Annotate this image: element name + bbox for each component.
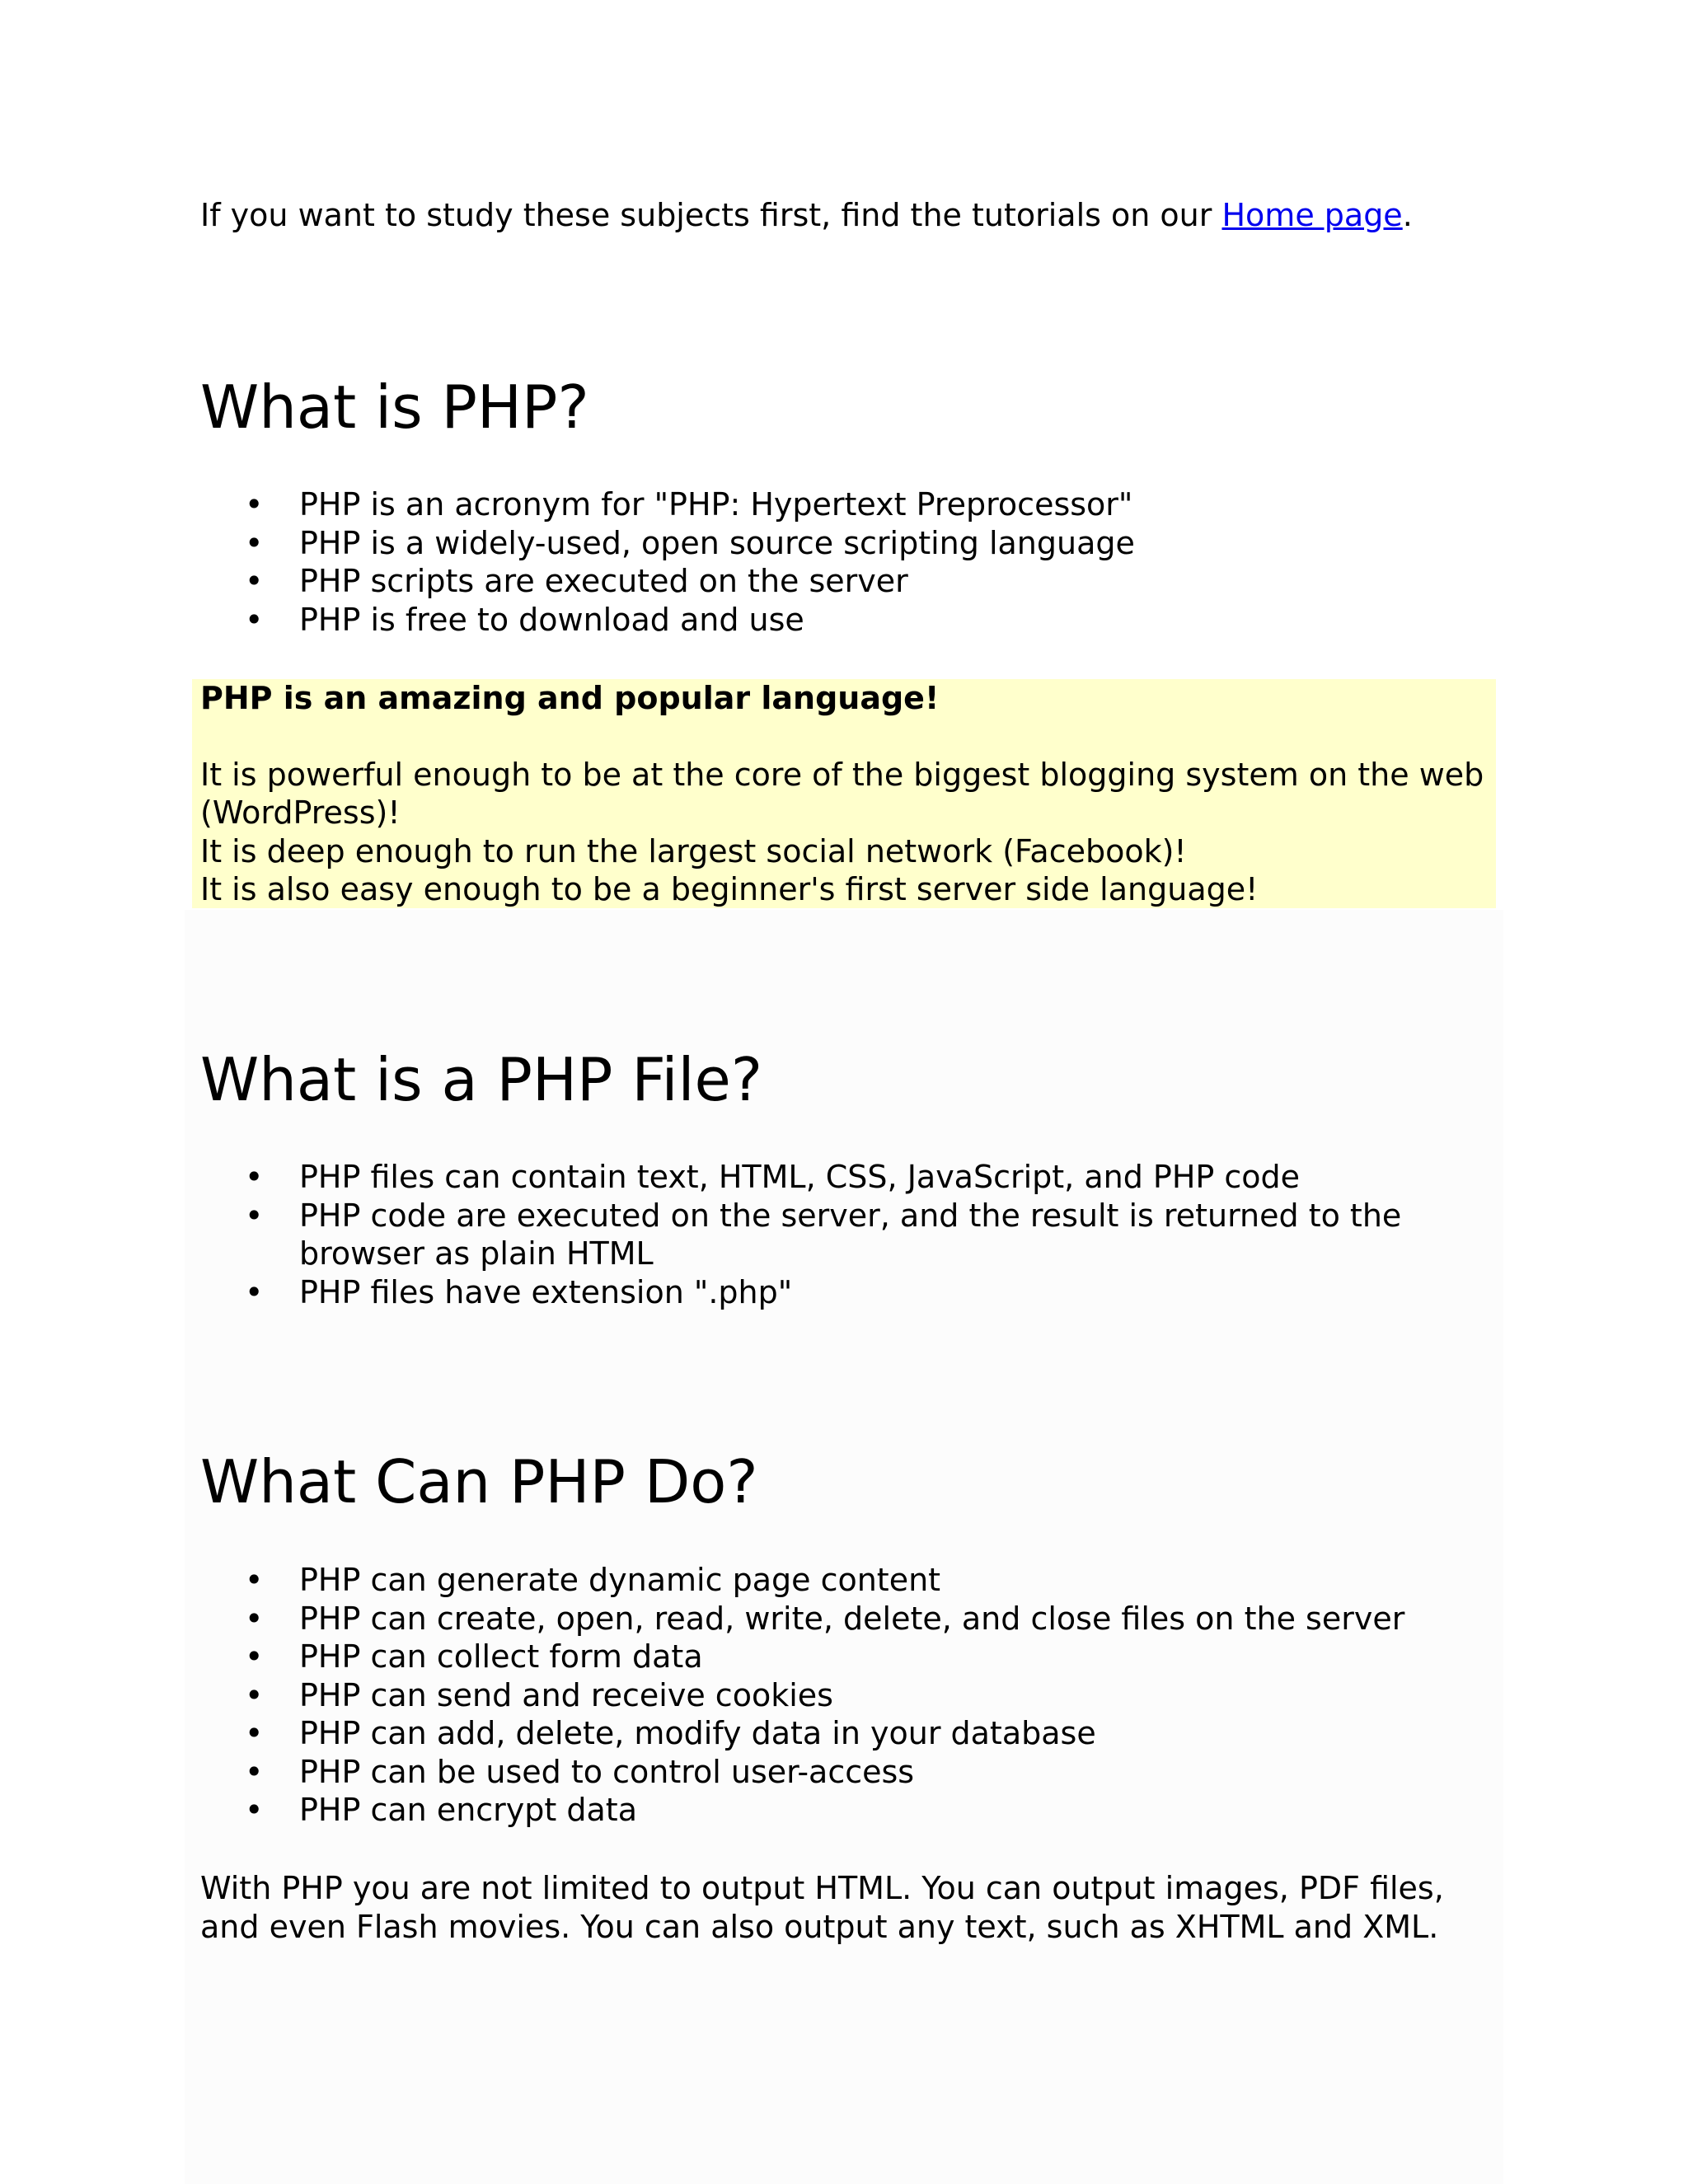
intro-text: If you want to study these subjects first, find the tutorials on our <box>200 197 1222 233</box>
list-item: • PHP can generate dynamic page content <box>200 1561 1404 1600</box>
outro-paragraph: With PHP you are not limited to output HTML. You can output images, PDF files, and even Flash movies. You can also output any text, such as XHTML and XML. <box>200 1870 1444 1945</box>
heading-what-is-php-file: What is a PHP File? <box>200 1045 763 1114</box>
heading-what-is-php: What is PHP? <box>200 373 589 442</box>
php-file-list <box>200 1158 1486 1311</box>
list-item: • PHP can collect form data <box>200 1638 1404 1676</box>
list-item: • PHP files have extension ".php" <box>200 1273 1486 1312</box>
php-capabilities-list <box>200 1561 1404 1830</box>
intro-paragraph <box>200 196 1413 234</box>
home-page-link[interactable]: Home page <box>1221 197 1403 233</box>
note-line: It is also easy enough to be a beginner's first server side language! <box>200 871 1259 907</box>
list-item: • PHP is a widely-used, open source scripting language <box>200 524 1135 563</box>
list-item: • PHP scripts are executed on the server <box>200 562 1135 601</box>
list-item: • PHP can encrypt data <box>200 1791 1404 1830</box>
php-facts-list <box>200 485 1135 639</box>
intro-period: . <box>1402 197 1413 233</box>
note-title: PHP is an amazing and popular language! <box>200 680 940 716</box>
list-item: • PHP can create, open, read, write, delete, and close files on the server <box>200 1600 1404 1638</box>
list-item: • PHP can be used to control user-access <box>200 1753 1404 1792</box>
list-item: • PHP files can contain text, HTML, CSS, JavaScript, and PHP code <box>200 1158 1486 1197</box>
list-item: • PHP can add, delete, modify data in your database <box>200 1714 1404 1753</box>
list-item: • PHP can send and receive cookies <box>200 1676 1404 1715</box>
heading-what-can-php-do: What Can PHP Do? <box>200 1447 758 1516</box>
note-line: It is deep enough to run the largest social network (Facebook)! <box>200 832 1187 869</box>
list-item: • PHP is an acronym for "PHP: Hypertext Preprocessor" <box>200 485 1135 524</box>
list-item: • PHP is free to download and use <box>200 601 1135 640</box>
highlight-note <box>192 679 1496 908</box>
list-item: • PHP code are executed on the server, and the result is returned to the browser as plain HTML <box>200 1197 1486 1273</box>
note-line: It is powerful enough to be at the core of the biggest blogging system on the web (WordPress)! <box>200 756 1484 831</box>
